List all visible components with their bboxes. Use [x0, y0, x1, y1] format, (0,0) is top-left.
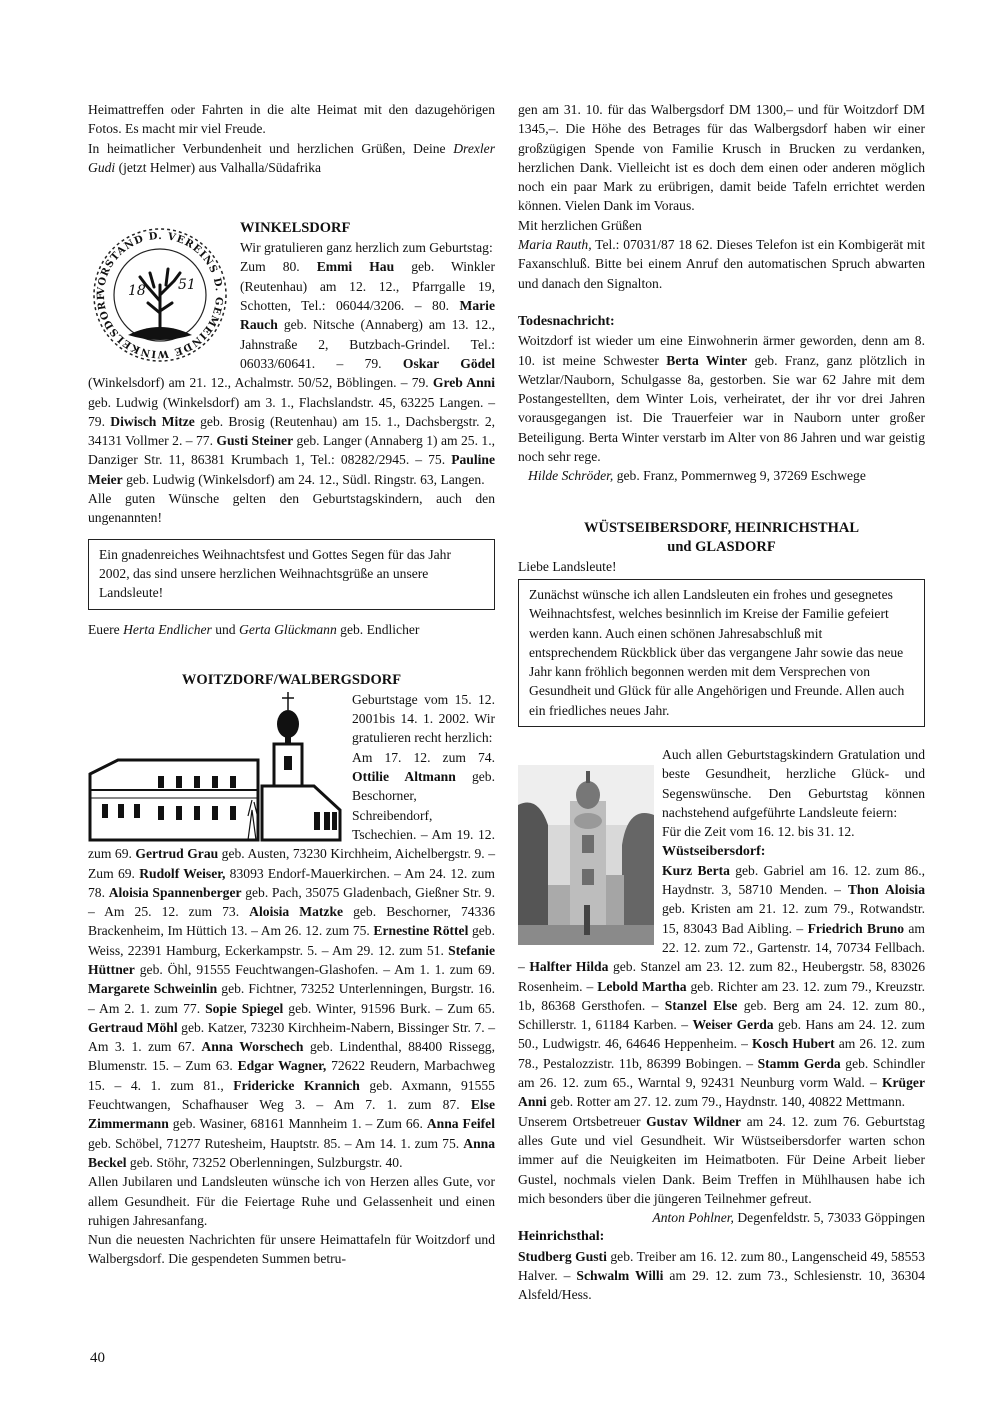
- seal-text: VORSTAND D. VEREINS D. GEMEINDE WINKELSDORF: [95, 231, 225, 360]
- winkelsdorf-signature: Euere Herta Endlicher und Gerta Glückmann geb. Endlicher: [88, 621, 420, 637]
- church-photo: [518, 765, 654, 945]
- wuest-heading-line1: WÜSTSEIBERSDORF, HEINRICHSTHAL: [583, 519, 860, 536]
- death-notice-heading: Todesnachricht:: [518, 313, 615, 329]
- winkelsdorf-wishes: Alle guten Wünsche gelten den Geburtstagskindern, auch den ungenannten!: [88, 491, 495, 526]
- pohlner-signature: Anton Pohlner, Degenfeldstr. 5, 73033 Göppingen: [652, 1210, 925, 1226]
- left-column: [88, 100, 495, 1269]
- woitzdorf-section: [88, 671, 495, 1269]
- woitzdorf-news: Nun die neuesten Nachrichten für unsere Heimattafeln für Woitzdorf und Walbergsdorf. Die gespendeten Summen betru-: [88, 1232, 495, 1267]
- rauth-signature: Maria Rauth, Tel.: 07031/87 18 62. Dieses Telefon ist ein Kombigerät mit Faxanschluß. Bitte bei einem Anruf den automatischen Spruch abwarten und danach den Signalton.: [518, 237, 925, 291]
- ortsbetreuer-greeting: Unserem Ortsbetreuer Gustav Wildner am 24. 12. zum 76. Geburtstag alles Gute und viel Gesundheit. Wir Wüstseibersdorfer warten schon immer auf die Neuigkeiten im Heimatboten. Für Deine Arbeit lieber Gustel, nochmals vielen Dank. Beim Treffen in Mühlhausen habe ich mich besonders über die jüngeren Teilnehmer gefreut.: [518, 1113, 925, 1206]
- intro-closing: In heimatlicher Verbundenheit und herzlichen Grüßen, Deine Drexler Gudi (jetzt Helmer) aus Valhalla/Südafrika: [88, 140, 496, 175]
- woitzdorf-intro: Geburtstage vom 15. 12. 2001bis 14. 1. 2002. Wir gratulieren recht herzlich:: [352, 691, 495, 746]
- intro-paragraph: Heimattreffen oder Fahrten in die alte Heimat mit den dazugehörigen Fotos. Es macht mir viel Freude.: [88, 102, 495, 137]
- seal-year-right: 51: [178, 277, 196, 294]
- wuest-greeting: Liebe Landsleute!: [518, 558, 617, 574]
- seal-year-left: 18: [128, 283, 146, 300]
- right-column: [518, 100, 925, 1305]
- heinrichsthal-birthdays: Studberg Gusti geb. Treiber am 16. 12. zum 80., Langenscheid 49, 58553 Halver. – Schwalm Willi am 29. 12. zum 73., Schlesienstr. 10, 36304 Alsfeld/Hess.: [518, 1248, 925, 1303]
- heinrichsthal-subheading: Heinrichsthal:: [518, 1229, 605, 1245]
- wuest-intro: Auch allen Geburtstagskindern Gratulation und beste Gesundheit, herzliche Glück- und Segenswünsche. Den Geburtstag können nachstehend aufgeführte Landsleute feiern:: [662, 747, 925, 820]
- author-name: Drexler Gudi: [88, 140, 496, 175]
- wuest-christmas-box: Zunächst wünsche ich allen Landsleuten ein frohes und gesegnetes Weihnachtsfest, welches besinnlich im Kreise der Familie gefeiert werden kann. Auch einen schönen Jahresabschluß mit entsprechendem Rückblick über das vergangene Jahr sowie das neue Jahr kann fröhlich begonnen werden mit dem Versprechen von Gesundheit und Glück für alle Angehörigen und Freunde. Allen auch ein friedliches neues Jahr.: [518, 579, 925, 727]
- christmas-greeting-box: Ein gnadenreiches Weihnachtsfest und Gottes Segen für das Jahr 2002, das sind unsere herzlichen Weihnachtsgrüße an unsere Landsleute!: [88, 539, 495, 610]
- woitzdorf-birthdays: Am 17. 12. zum 74. Ottilie Altmann geb. Beschorner, Schreibendorf, Tschechien. – Am 19. 12. zum 69. Gertrud Grau geb. Austen, 73230 Kirchheim, Aichelbergstr. 9. – Zum 69. Rudolf Weiser, 83093 Endorf-Mauerkirchen. – Am 24. 12. zum 78. Aloisia Spannenberger geb. Pach, 35075 Gladenbach, Gießner Str. 9. – Am 25. 12. zum 73. Aloisia Matzke geb. Beschorner, 74336 Brackenheim, Im Hüttich 13. – Am 26. 12. zum 75. Ernestine Röttel geb. Weiss, 22391 Hamburg, Eckerkampstr. 5. – Am 29. 12. zum 51. Stefanie Hüttner geb. Öhl, 91555 Feuchtwangen-Glashofen. – Am 1. 1. zum 69. Margarete Schweinlin geb. Fichtner, 73252 Unterlenningen, Burgstr. 16. – Am 2. 1. zum 77. Sopie Spiegel geb. Winter, 91596 Burk. – Zum 65. Gertraud Möhl geb. Katzer, 73230 Kirchheim-Nabern, Bissinger Str. 7. – Am 3. 1. zum 67. Anna Worschech geb. Lindenthal, 88400 Rissegg, Blumenstr. 15. – Zum 63. Edgar Wagner, 72622 Reudern, Marbachweg 15. – 4. 1. zum 81., Fridericke Krannich geb. Axmann, 91555 Feuchtwangen, Schafhauser Weg 3. – Am 7. 1. zum 87. Else Zimmermann geb. Wasiner, 68161 Mannheim 1. – Zum 66. Anna Feifel geb. Schöbel, 71277 Rutesheim, Hauptstr. 85. – Am 14. 1. zum 75. Anna Beckel geb. Stöhr, 73252 Oberlenningen, Sulzburgstr. 40.: [88, 749, 496, 1170]
- closing-greeting: Mit herzlichen Grüßen: [518, 217, 642, 233]
- wuest-birthdays: Kurz Berta geb. Gabriel am 16. 12. zum 86., Haydnstr. 3, 58710 Menden. – Thon Aloisia geb. Kristen am 21. 12. zum 79., Rotwandstr. 15, 83043 Bad Aibling. – Friedrich Bruno am 22. 12. zum 72., Gartenstr. 14, 70734 Fellbach. – Halfter Hilda geb. Stanzel am 23. 12. zum 82., Heubergstr. 58, 83026 Rosenheim. – Lebold Martha geb. Richter am 23. 12. zum 79., Kreuzstr. 1b, 86368 Gersthofen. – Stanzel Else geb. Berg am 24. 12. zum 80., Schillerstr. 1, 61184 Karben. – Weiser Gerda geb. Hans am 24. 12. zum 50., Ludwigstr. 46, 64646 Heppenheim. – Kosch Hubert am 26. 12. zum 78., Pestalozzistr. 11b, 86399 Bobingen. – Stamm Gerda geb. Schindler am 26. 12. zum 65., Warntal 9, 92431 Neunburg vorm Wald. – Krüger Anni geb. Rotter am 27. 12. zum 79., Haydnstr. 140, 40822 Mettmann.: [518, 862, 926, 1110]
- death-notice-signature: Hilde Schröder, geb. Franz, Pommernweg 9, 37269 Eschwege: [528, 468, 866, 484]
- wuest-heading-line2: und GLASDORF: [667, 538, 776, 555]
- death-notice-section: [518, 312, 925, 486]
- woitzdorf-heading: WOITZDORF/WALBERGSDORF: [181, 671, 402, 688]
- winkelsdorf-greeting: Wir gratulieren ganz herzlich zum Geburtstag:: [240, 240, 493, 256]
- death-notice-text: Woitzdorf ist wieder um eine Einwohnerin ärmer geworden, denn am 8. 10. ist meine Schwester Berta Winter geb. Franz, ganz plötzlich in Wetzlar/Nauborn, Schulgasse 8a, gestorben. Sie war 62 Jahre mit dem Postangestellten, dem Winter Lois, verheiratet, der ihr vor drei Jahren vorausgegangen ist. Die Trauerfeier war in Nauborn unter großer Beteiligung. Berta Winter verstarb im Alter von 86 Jahren und war geistig noch sehr rege.: [518, 333, 926, 465]
- wuestseibersdorf-section: [518, 519, 925, 1305]
- village-seal-image: [88, 223, 232, 369]
- winkelsdorf-heading: WINKELSDORF: [240, 220, 351, 237]
- wuest-period: Für die Zeit vom 16. 12. bis 31. 12.: [662, 824, 855, 840]
- wuest-subheading: Wüstseibersdorf:: [662, 843, 766, 859]
- winkelsdorf-birthdays: Zum 80. Emmi Hau geb. Winkler (Reutenhau) am 12. 12., Pfarrgalle 19, Schotten, Tel.: 06044/3206. – 80. Marie Rauch geb. Nitsche (Annaberg) am 13. 12., Jahnstraße 2, Butzbach-Grindel. Tel.: 06033/60641. – 79. Oskar Gödel (Winkelsdorf) am 21. 12., Achalmstr. 50/52, Böblingen. – 79. Greb Anni geb. Ludwig (Winkelsdorf) am 3. 1., Flachslandstr. 45, 63225 Langen. – 79. Diwisch Mitze geb. Brosig (Reutenhau) am 15. 1., Dachsbergstr. 2, 34131 Vollmer 2. – 77. Gusti Steiner geb. Langer (Annaberg 1) am 25. 1., Danziger Str. 11, 86381 Krumbach 1, Tel.: 08282/2945. – 75. Pauline Meier geb. Ludwig (Winkelsdorf) am 24. 12., Südl. Ringstr. 63, Langen.: [88, 259, 496, 487]
- winkelsdorf-section: [88, 219, 495, 639]
- woitzdorf-news-continued: gen am 31. 10. für das Walbergsdorf DM 1300,– und für Woitzdorf DM 1345,–. Die Höhe des Betrages für das Walbergsdorf haben wir einer großzügigen Spende von Familie Krusch in Brucken zu verdanken, herzlichen Dank. Vielleicht ist es doch dem einen oder anderen möglich noch ein paar Mark zu erübrigen, damit beide Tafeln errichtet werden können. Vielen Dank im Voraus.: [518, 102, 925, 214]
- page-number: 40: [90, 1350, 105, 1366]
- woitzdorf-wishes: Allen Jubilaren und Landsleuten wünsche ich von Herzen alles Gute, vor allem Gesundheit. Für die Feiertage Ruhe und Gelassenheit und einen ruhigen Jahresanfang.: [88, 1174, 495, 1228]
- village-church-drawing: [88, 690, 346, 842]
